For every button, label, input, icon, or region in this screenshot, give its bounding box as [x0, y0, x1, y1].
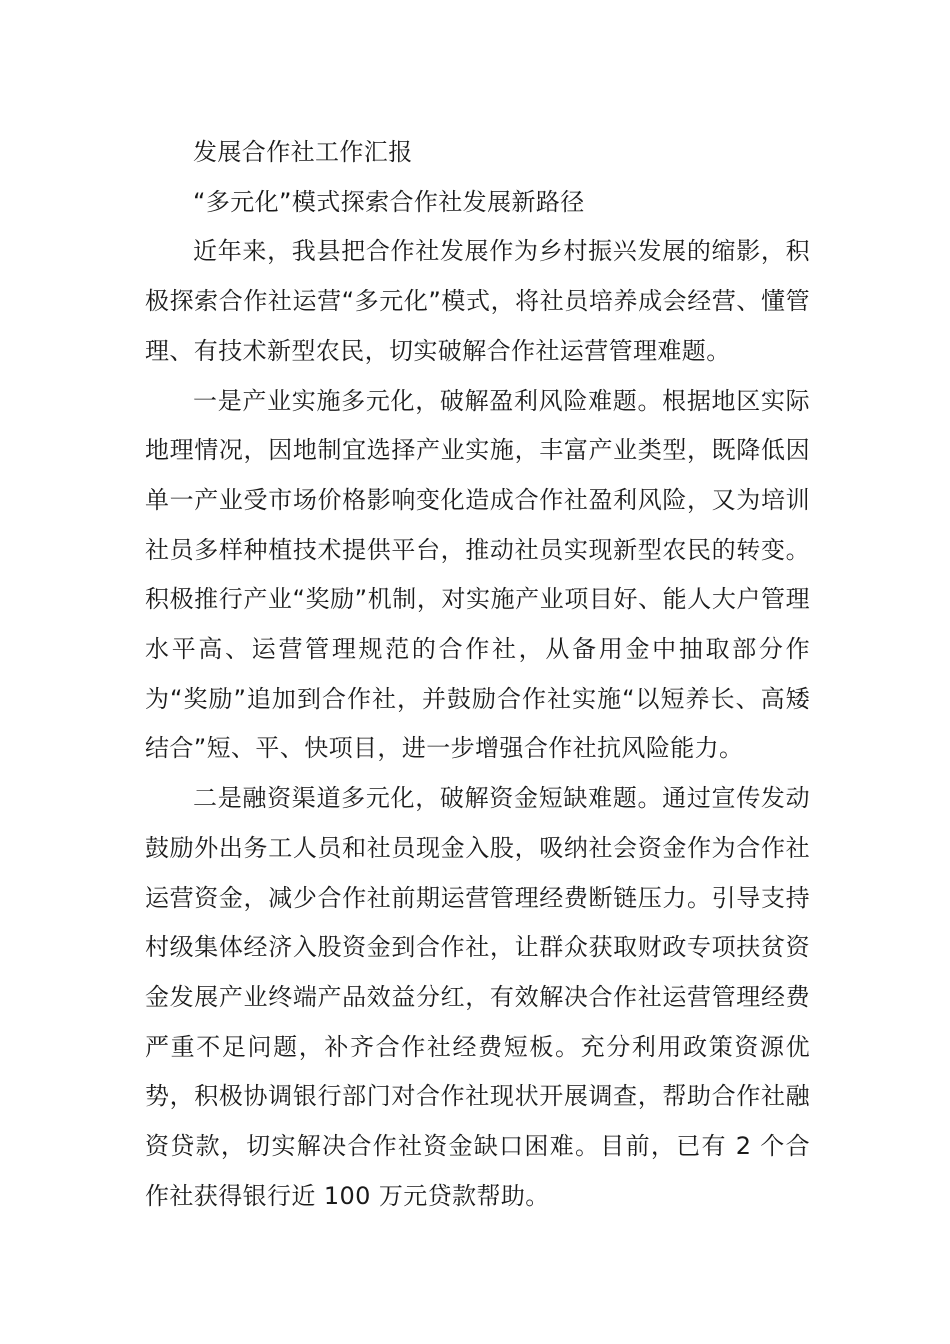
document-body [145, 128, 810, 1221]
paragraph-industry: 一是产业实施多元化，破解盈利风险难题。根据地区实际地理情况，因地制宜选择产业实施，丰富产业类型，既降低因单一产业受市场价格影响变化造成合作社盈利风险，又为培训社员多样种植技术提供平台，推动社员实现新型农民的转变。积极推行产业“奖励”机制，对实施产业项目好、能人大户管理水平高、运营管理规范的合作社，从备用金中抽取部分作为“奖励”追加到合作社，并鼓励合作社实施“以短养长、高矮结合”短、平、快项目，进一步增强合作社抗风险能力。 [145, 386, 810, 763]
paragraph-intro: 近年来，我县把合作社发展作为乡村振兴发展的缩影，积极探索合作社运营“多元化”模式，将社员培养成会经营、懂管理、有技术新型农民，切实破解合作社运营管理难题。 [145, 237, 810, 365]
paragraph-financing: 二是融资渠道多元化，破解资金短缺难题。通过宣传发动鼓励外出务工人员和社员现金入股，吸纳社会资金作为合作社运营资金，减少合作社前期运营管理经费断链压力。引导支持村级集体经济入股资金到合作社，让群众获取财政专项扶贫资金发展产业终端产品效益分红，有效解决合作社运营管理经费严重不足问题，补齐合作社经费短板。充分利用政策资源优势，积极协调银行部门对合作社现状开展调查，帮助合作社融资贷款，切实解决合作社资金缺口困难。目前，已有 2 个合作社获得银行近 100 万元贷款帮助。 [145, 784, 810, 1210]
document-title: 发展合作社工作汇报 [193, 138, 413, 166]
document-subtitle: “多元化”模式探索合作社发展新路径 [193, 187, 585, 216]
